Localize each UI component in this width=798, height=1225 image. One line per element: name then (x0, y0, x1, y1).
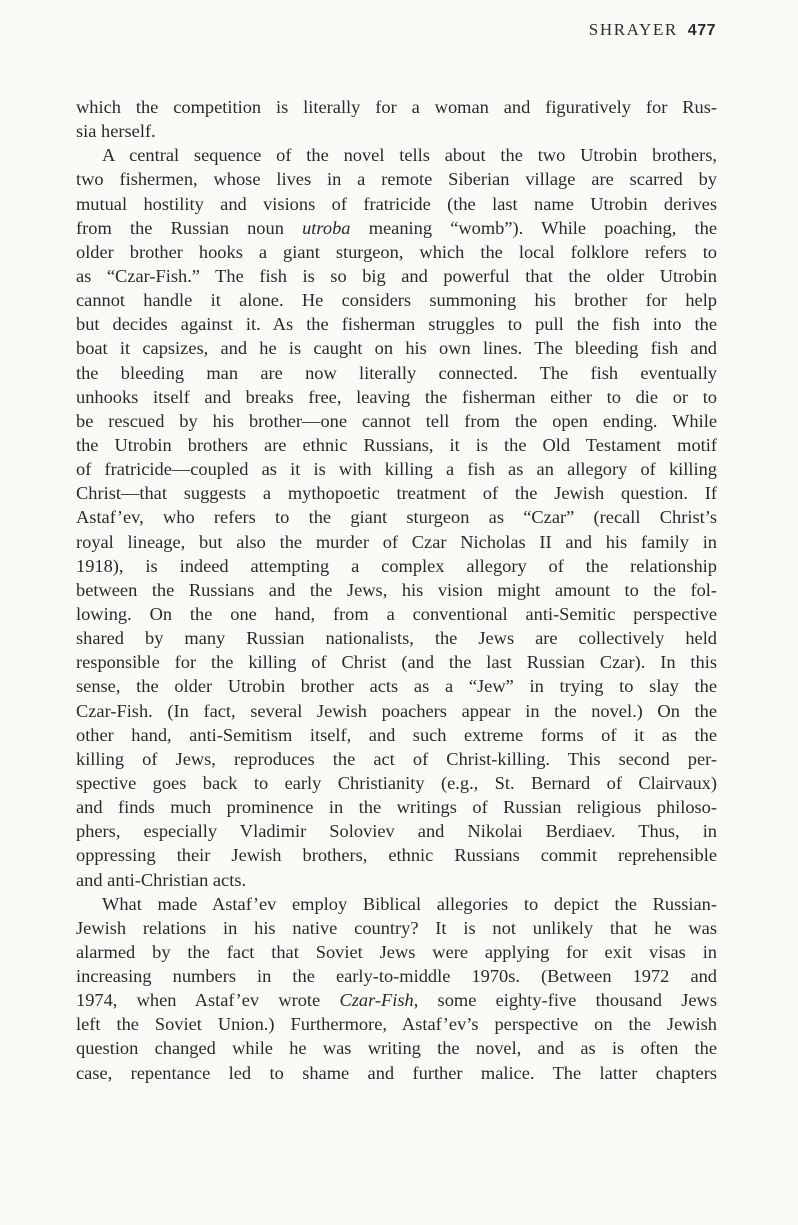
text-segment: , some eighty-five thousand Jews (413, 990, 717, 1011)
text-line (76, 988, 717, 1012)
text-line (76, 240, 717, 264)
text-segment: but decides against it. As the fisherman struggles to pull the fish into the (76, 314, 717, 335)
text-segment: 1970 (471, 966, 509, 987)
text-line (76, 505, 717, 529)
text-line (76, 916, 717, 940)
text-line (76, 433, 717, 457)
text-segment: case, repentance led to shame and further malice. The latter chapters (76, 1062, 717, 1083)
text-segment: other hand, anti-Semitism itself, and such extreme forms of it as the (76, 724, 717, 745)
text-segment: left the Soviet Union.) Furthermore, Astaf’ev’s perspective on the Jewish (76, 1014, 717, 1035)
page-number: 477 (687, 22, 716, 39)
text-segment: which the competition is literally for a woman and figuratively for Rus- (76, 97, 717, 117)
text-line (76, 216, 717, 240)
italic-title: Czar-Fish (339, 990, 414, 1011)
text-line (76, 650, 717, 674)
text-line (76, 409, 717, 433)
text-line (76, 964, 717, 988)
text-segment: Czar-Fish. (In fact, several Jewish poachers appear in the novel.) On the (76, 700, 717, 721)
text-segment: increasing numbers in the early-to-middle (76, 966, 472, 987)
text-segment: , when Astaf’ev wrote (112, 990, 340, 1011)
text-segment: as “Czar-Fish.” The fish is so big and powerful that the older Utrobin (76, 265, 717, 286)
text-line (76, 940, 717, 964)
text-segment: shared by many Russian nationalists, the Jews are collectively held (76, 628, 717, 649)
text-line (76, 192, 717, 216)
text-line (76, 843, 717, 867)
text-line (76, 95, 717, 119)
text-line (76, 288, 717, 312)
text-segment: Jewish relations in his native country? It is not unlikely that he was (76, 917, 717, 938)
text-segment: unhooks itself and breaks free, leaving the fisherman either to die or to (76, 386, 717, 407)
text-line (76, 795, 717, 819)
text-segment: s. (Between (508, 966, 633, 987)
running-head (589, 20, 716, 40)
text-line (76, 143, 717, 167)
text-segment: and finds much prominence in the writings of Russian religious philoso- (76, 797, 717, 818)
text-segment: boat it capsizes, and he is caught on his own lines. The bleeding fish and (76, 338, 717, 359)
text-segment: ), is indeed attempting a complex allegory of the relationship (112, 555, 717, 576)
text-segment: sia herself. (76, 121, 156, 142)
text-segment: Astaf’ev, who refers to the giant sturgeon as “Czar” (recall Christ’s (76, 507, 717, 528)
text-segment: Christ—that suggests a mythopoetic treatment of the Jewish question. If (76, 483, 717, 504)
text-line (76, 312, 717, 336)
text-segment: sense, the older Utrobin brother acts as a “Jew” in trying to slay the (76, 676, 717, 697)
text-segment: of fratricide—coupled as it is with killing a fish as an allegory of killing (76, 459, 717, 480)
text-segment: the Utrobin brothers are ethnic Russians, it is the Old Testament motif (76, 434, 717, 455)
text-segment: royal lineage, but also the murder of Czar Nicholas II and his family in (76, 531, 717, 552)
text-line (76, 819, 717, 843)
text-segment: killing of Jews, reproduces the act of Christ-killing. This second per- (76, 748, 717, 769)
text-segment: 1974 (76, 990, 113, 1011)
text-line (76, 602, 717, 626)
text-segment: the bleeding man are now literally connected. The fish eventually (76, 362, 717, 383)
text-segment: and anti-Christian acts. (76, 869, 247, 890)
text-segment: mutual hostility and visions of fratricide (the last name Utrobin derives (76, 193, 717, 214)
italic-title: utroba (302, 217, 351, 238)
text-line (76, 530, 717, 554)
text-line (76, 481, 717, 505)
text-segment: older brother hooks a giant sturgeon, which the local folklore refers to (76, 241, 717, 262)
body-text (76, 95, 717, 1085)
text-line (76, 554, 717, 578)
text-line (76, 723, 717, 747)
text-line (76, 674, 717, 698)
text-line (76, 747, 717, 771)
text-line (76, 457, 717, 481)
text-segment: question changed while he was writing the novel, and as is often the (76, 1038, 717, 1059)
text-line (76, 699, 717, 723)
text-segment: from the Russian noun (76, 217, 303, 238)
text-segment: A central sequence of the novel tells about the two Utrobin brothers, (102, 145, 717, 166)
text-segment: spective goes back to early Christianity (e.g., St. Bernard of Clairvaux) (76, 772, 717, 793)
text-segment: phers, especially Vladimir Soloviev and Nikolai Berdiaev. Thus, in (76, 821, 717, 842)
text-line (76, 385, 717, 409)
running-head-author: SHRAYER (588, 20, 678, 39)
text-segment: oppressing their Jewish brothers, ethnic Russians commit reprehensible (76, 845, 717, 866)
text-line (76, 578, 717, 602)
text-line (76, 361, 717, 385)
text-segment: lowing. On the one hand, from a conventional anti-Semitic perspective (76, 603, 717, 624)
text-segment: two fishermen, whose lives in a remote Siberian village are scarred by (76, 169, 717, 190)
text-line (76, 1012, 717, 1036)
text-segment: between the Russians and the Jews, his vision might amount to the fol- (76, 579, 717, 600)
text-line (76, 892, 717, 916)
text-line (76, 1061, 717, 1085)
text-segment: responsible for the killing of Christ (and the last Russian Czar). In this (76, 652, 717, 673)
text-line (76, 771, 717, 795)
text-segment: cannot handle it alone. He considers summoning his brother for help (76, 290, 717, 311)
text-segment: 1972 (632, 966, 670, 987)
text-segment: alarmed by the fact that Soviet Jews were applying for exit visas in (76, 941, 717, 962)
text-line (76, 1036, 717, 1060)
text-line (76, 336, 717, 360)
text-segment: meaning “womb”). While poaching, the (350, 217, 717, 238)
text-line (76, 119, 717, 143)
text-line (76, 264, 717, 288)
text-segment: What made Astaf’ev employ Biblical allegories to depict the Russian- (102, 893, 717, 914)
text-line (76, 868, 717, 892)
text-segment: and (669, 966, 718, 987)
text-segment: be rescued by his brother—one cannot tell from the open ending. While (76, 410, 717, 431)
text-segment: 1918 (76, 555, 113, 576)
text-line (76, 626, 717, 650)
text-line (76, 167, 717, 191)
